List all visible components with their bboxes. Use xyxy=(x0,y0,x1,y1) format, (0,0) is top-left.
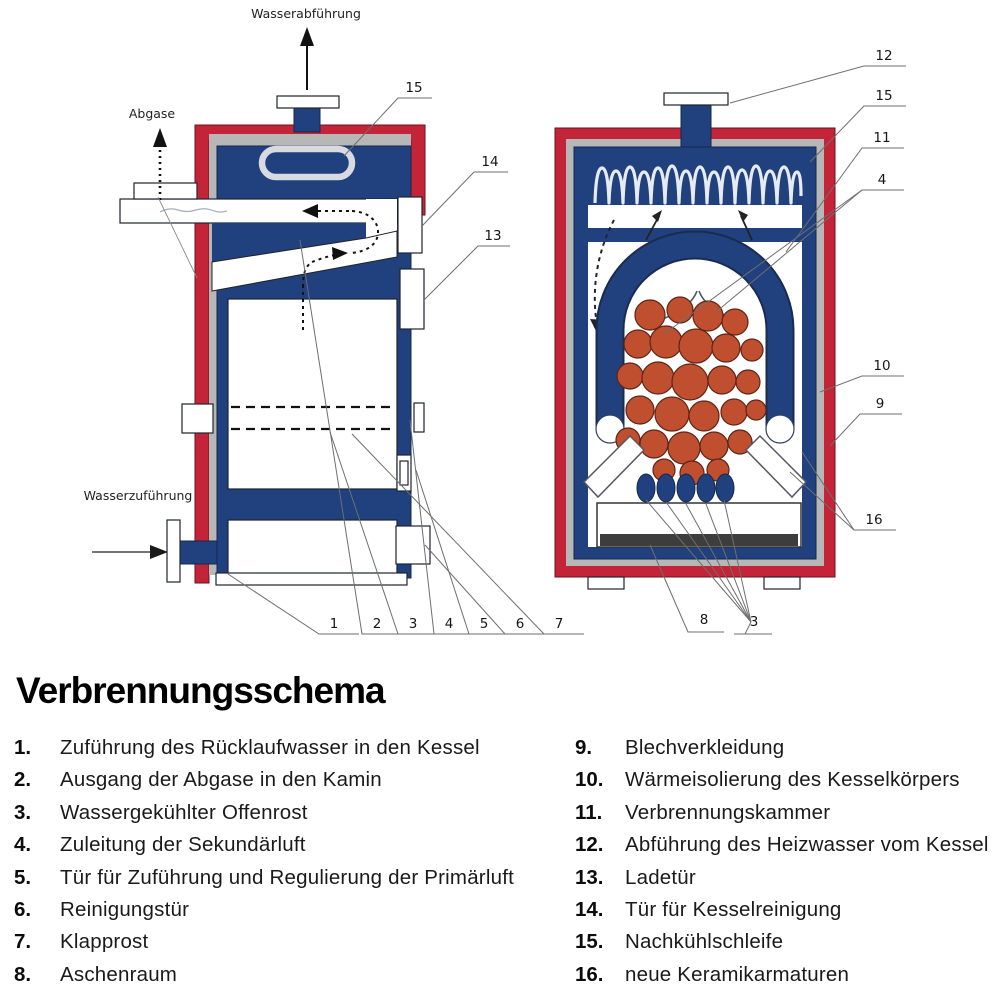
callout-label: 15 xyxy=(405,80,423,96)
secondary-air-vent xyxy=(414,403,424,432)
primary-air-door-handle xyxy=(400,461,408,485)
legend-item xyxy=(14,768,570,800)
legend-item-number: 11. xyxy=(575,800,603,824)
legend-item-number: 6. xyxy=(14,897,32,921)
inlet-pipe xyxy=(180,541,217,564)
legend-item-number: 15. xyxy=(575,930,604,954)
legend-item-text: Wassergekühlter Offenrost xyxy=(60,800,308,824)
chimney-step-block xyxy=(134,183,197,199)
legend-item xyxy=(14,898,570,930)
water-in-label: Wasserzuführung xyxy=(83,488,193,503)
flue-gas-label: Abgase xyxy=(128,106,176,121)
inlet-flange xyxy=(167,520,180,582)
outlet-arrowhead xyxy=(300,27,314,46)
callout-label: 5 xyxy=(479,616,489,632)
legend-item xyxy=(14,801,570,833)
legend-item xyxy=(575,801,995,833)
legend-item-number: 5. xyxy=(14,865,32,889)
legend-item xyxy=(575,898,995,930)
legend-item-number: 14. xyxy=(575,897,604,921)
left-boiler-cross-section xyxy=(84,6,584,634)
legend-item xyxy=(14,866,570,898)
callout-label: 8 xyxy=(699,612,709,628)
outlet-pipe xyxy=(681,105,711,147)
legend-item-number: 13. xyxy=(575,865,604,889)
callout-label: 3 xyxy=(408,616,418,632)
legend-item xyxy=(14,930,570,962)
legend-item-number: 4. xyxy=(14,833,32,857)
legend-item xyxy=(575,768,995,800)
callout-label: 13 xyxy=(484,228,502,244)
legend-item-text: Ausgang der Abgase in den Kamin xyxy=(60,768,382,792)
callout-label: 1 xyxy=(329,616,339,632)
combustion-chamber xyxy=(228,299,397,489)
legend-item-text: Wärmeisolierung des Kesselkörpers xyxy=(625,768,960,792)
water-outlet xyxy=(277,27,339,132)
callout-label: 16 xyxy=(865,512,883,528)
boiler-foot xyxy=(764,577,800,589)
callout-label: 6 xyxy=(515,616,525,632)
legend-item-text: Blechverkleidung xyxy=(625,736,785,759)
callout-label: 4 xyxy=(877,172,887,188)
legend-column-right xyxy=(575,736,995,995)
outlet-flange xyxy=(277,96,339,108)
legend xyxy=(0,660,1000,1000)
legend-item xyxy=(575,833,995,865)
legend-item xyxy=(575,963,995,995)
right-boiler-cross-section xyxy=(555,48,906,634)
legend-item-text: Aschenraum xyxy=(60,962,178,986)
cleaning-door-14 xyxy=(398,197,422,253)
callout-label: 7 xyxy=(554,616,564,632)
legend-item xyxy=(14,963,570,995)
callout-label: 4 xyxy=(444,616,454,632)
legend-item-text: Tür für Kesselreinigung xyxy=(625,897,842,921)
outlet-flange xyxy=(664,93,728,105)
callout-label: 14 xyxy=(481,154,499,170)
legend-item-text: Zuleitung der Sekundärluft xyxy=(60,833,306,857)
legend-item-number: 12. xyxy=(575,833,604,857)
grate-bracket xyxy=(182,404,213,433)
legend-column-left xyxy=(14,736,570,995)
legend-item-number: 16. xyxy=(575,962,604,986)
legend-item-text: Abführung des Heizwasser vom Kessel xyxy=(625,833,989,857)
legend-item-text: Klapprost xyxy=(60,930,149,954)
callout-label: 10 xyxy=(873,358,891,374)
callout-label: 12 xyxy=(875,48,893,64)
legend-item-number: 3. xyxy=(14,800,32,824)
boiler-foot xyxy=(588,577,624,589)
legend-item-text: Ladetür xyxy=(625,865,696,889)
legend-item-number: 2. xyxy=(14,768,32,792)
callout-label: 3 xyxy=(749,614,759,630)
callout-label: 9 xyxy=(875,396,885,412)
loading-door-13 xyxy=(400,269,424,329)
legend-item-text: Nachkühlschleife xyxy=(625,930,784,954)
water-out-label: Wasserabführung xyxy=(251,6,361,21)
legend-item-number: 1. xyxy=(14,736,32,759)
legend-item-text: Reinigungstür xyxy=(60,897,190,921)
callout-label: 2 xyxy=(372,616,382,632)
callout-label: 11 xyxy=(873,130,891,146)
legend-item-text: neue Keramikarmaturen xyxy=(625,962,850,986)
legend-item-number: 9. xyxy=(575,736,593,759)
grate-fingers xyxy=(637,474,734,502)
page-title: Verbrennungsschema xyxy=(16,670,385,711)
legend-item-number: 8. xyxy=(14,962,32,986)
legend-item xyxy=(14,833,570,865)
inlet-arrowhead xyxy=(150,545,168,559)
legend-item-text: Verbrennungskammer xyxy=(625,800,831,824)
callout-label: 15 xyxy=(875,88,893,104)
legend-item-number: 7. xyxy=(14,930,32,954)
legend-item-text: Zuführung des Rücklaufwasser in den Kessel xyxy=(60,736,480,759)
legend-item xyxy=(575,866,995,898)
outlet-pipe xyxy=(294,108,320,132)
ash-chamber xyxy=(228,520,397,574)
legend-item-text: Tür für Zuführung und Regulierung der Primärluft xyxy=(60,865,514,889)
arch-tube-end xyxy=(766,415,794,443)
cleaning-door-6 xyxy=(396,526,430,564)
ash-layer xyxy=(600,534,798,546)
legend-item xyxy=(575,736,995,768)
legend-item xyxy=(14,736,570,768)
legend-item-number: 10. xyxy=(575,768,604,792)
legend-item xyxy=(575,930,995,962)
